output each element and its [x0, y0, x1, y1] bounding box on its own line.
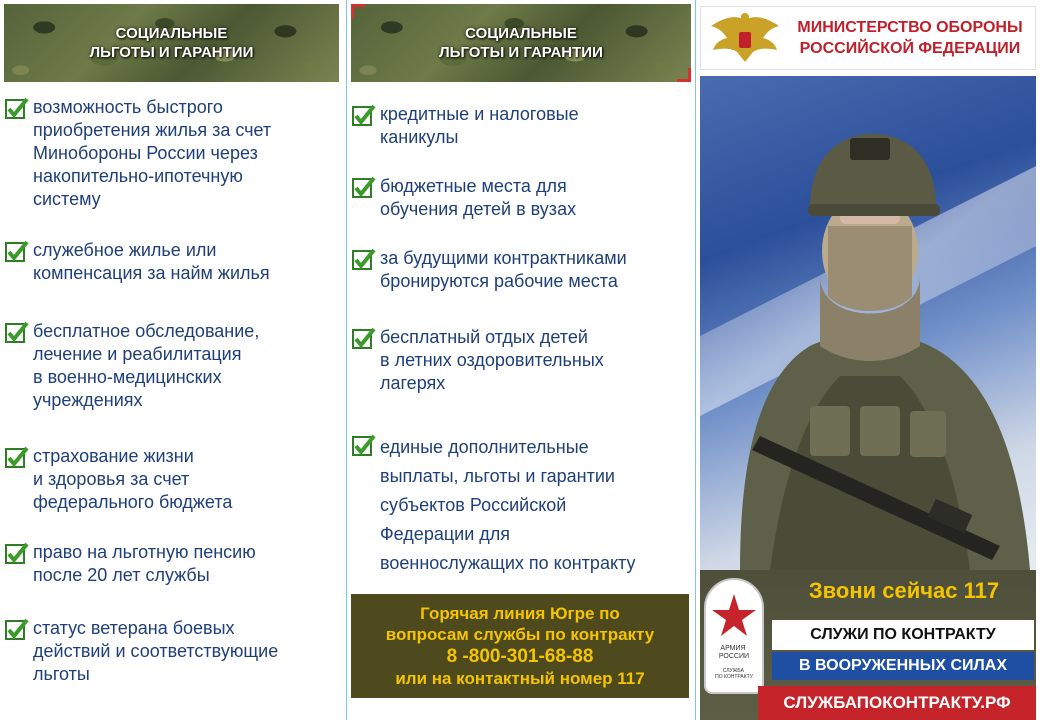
tag-text-top-1: АРМИЯ: [720, 645, 746, 652]
checkbox-icon: [351, 103, 377, 129]
website-link[interactable]: СЛУЖБАПОКОНТРАКТУ.РФ: [758, 686, 1036, 720]
ministry-header: [700, 6, 1036, 70]
benefit-text: бюджетные места для обучения детей в вузах: [380, 176, 577, 219]
tag-text-top-2: РОССИИ: [718, 653, 750, 660]
tag-text-bottom: [715, 668, 754, 680]
benefit-item: [4, 320, 259, 412]
benefit-item: [351, 433, 635, 578]
checkbox-icon: [4, 239, 30, 265]
checkbox-icon: [4, 541, 30, 567]
checkbox-icon: [4, 445, 30, 471]
armed-forces-label: В ВООРУЖЕННЫХ СИЛАХ: [772, 652, 1034, 680]
banner-corner-mark: [351, 4, 365, 18]
benefit-text: бесплатное обследование, лечение и реабилитация в военно-медицинских учреждениях: [33, 321, 260, 410]
tag-text-top: [719, 645, 749, 660]
ministry-title: МИНИСТЕРСТВО ОБОРОНЫ РОССИЙСКОЙ ФЕДЕРАЦИИ: [797, 19, 1023, 57]
banner-title: СОЦИАЛЬНЫЕ ЛЬГОТЫ И ГАРАНТИИ: [89, 25, 254, 61]
benefit-text: возможность быстрого приобретения жилья за счет Минобороны России через накопительно-ипотечную систему: [33, 97, 272, 209]
benefit-item: [351, 326, 604, 395]
benefit-text: бесплатный отдых детей в летних оздоровительных лагерях: [380, 327, 604, 393]
benefit-text: право на льготную пенсию после 20 лет службы: [33, 542, 256, 585]
banner-corner-mark: [677, 68, 691, 82]
checkbox-icon: [4, 320, 30, 346]
middle-column: [347, 0, 696, 720]
double-headed-eagle-icon: [705, 10, 785, 66]
recruitment-promo: [700, 570, 1036, 720]
section-banner: [4, 4, 339, 82]
checkbox-icon: [4, 617, 30, 643]
section-banner: [351, 4, 691, 82]
army-dogtag: [704, 578, 764, 694]
hotline-box: [351, 594, 689, 698]
checkbox-icon: [4, 96, 30, 122]
benefit-item: [351, 175, 576, 221]
soldier-illustration: [700, 76, 1036, 570]
tag-text-bottom-1: СЛУЖБА: [722, 668, 744, 674]
checkbox-icon: [351, 326, 377, 352]
right-column: [696, 0, 1040, 720]
benefit-text: за будущими контрактниками бронируются рабочие места: [380, 248, 627, 291]
red-star-icon: [706, 580, 762, 692]
benefit-text: кредитные и налоговые каникулы: [380, 104, 579, 147]
hotline-line4: или на контактный номер 117: [395, 669, 645, 688]
serve-contract-label: СЛУЖИ ПО КОНТРАКТУ: [772, 620, 1034, 650]
benefit-item: [4, 617, 278, 686]
benefit-item: [4, 541, 256, 587]
call-now-text: Звони сейчас 117: [808, 578, 1000, 603]
soldier-photo: [700, 76, 1036, 570]
tag-text-bottom-2: ПО КОНТРАКТУ: [715, 674, 753, 680]
hotline-line2: вопросам службы по контракту: [385, 625, 655, 644]
benefit-item: [4, 96, 271, 211]
benefit-text: единые дополнительные выплаты, льготы и гарантии субъектов Российской Федерации для военнослужащих по контракту: [380, 437, 636, 573]
checkbox-icon: [351, 175, 377, 201]
benefit-text: страхование жизни и здоровья за счет федерального бюджета: [33, 446, 233, 512]
banner-title: СОЦИАЛЬНЫЕ ЛЬГОТЫ И ГАРАНТИИ: [439, 25, 603, 61]
hotline-phone[interactable]: 8 -800-301-68-88: [446, 646, 594, 667]
benefit-item: [4, 445, 232, 514]
benefit-text: служебное жилье или компенсация за найм жилья: [33, 240, 270, 283]
benefit-item: [351, 103, 579, 149]
left-column: [0, 0, 347, 720]
checkbox-icon: [351, 433, 377, 459]
hotline-line1: Горячая линия Югре по: [420, 604, 620, 623]
benefit-item: [351, 247, 627, 293]
benefit-text: статус ветерана боевых действий и соответствующие льготы: [33, 618, 279, 684]
benefit-item: [4, 239, 270, 285]
checkbox-icon: [351, 247, 377, 273]
